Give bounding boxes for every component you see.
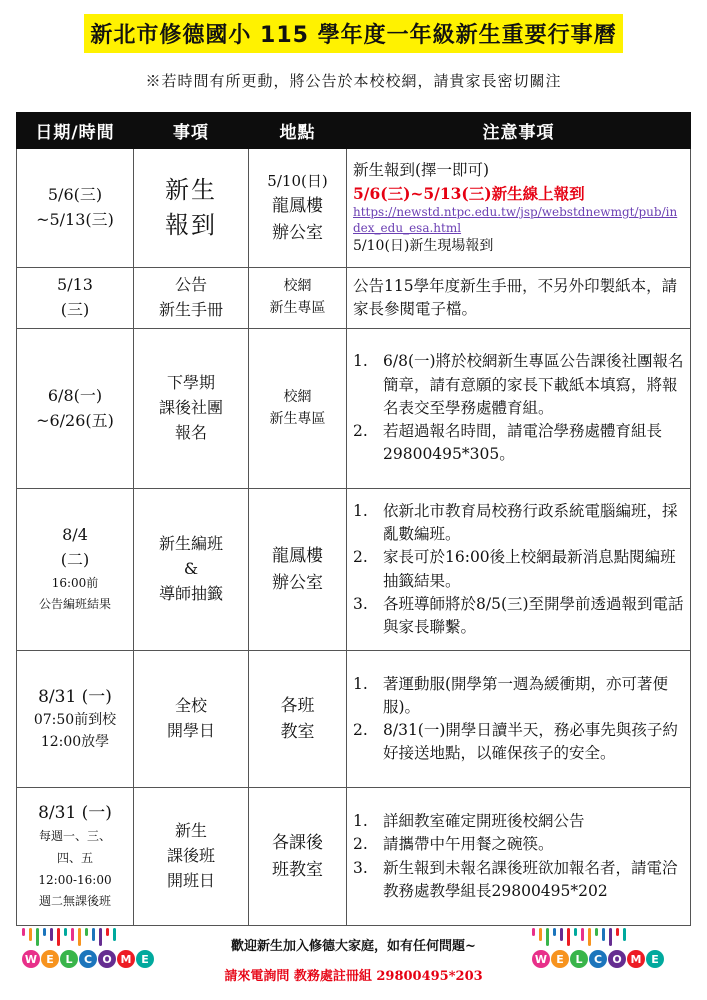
item-line: 報到 [165,211,217,239]
date-cell [17,268,134,329]
header-notes: 注意事項 [347,113,691,149]
schedule-table [16,112,691,926]
welcome-letter: E [646,950,664,968]
place-line: 教室 [280,722,315,742]
notes-cell [347,149,691,268]
note-line: 新生報到(擇一即可) [353,160,490,179]
table-header-row [17,113,691,149]
notes-cell [347,268,691,329]
item-cell [134,788,249,926]
date-line: 12:00放學 [40,734,110,751]
item-line: 開學日 [166,721,215,740]
item-line: 課後社團 [158,398,223,418]
table-row [17,268,691,329]
item-line: & [183,559,199,579]
list-item: 3. 新生報到未報名課後班欲加報名者，請電洽教務處教學組長29800495*202 [353,858,678,900]
item-cell [134,149,249,268]
registration-link[interactable]: https://newstd.ntpc.edu.tw/jsp/webstdnewmgt/pub/index_edu_esa.html [353,205,678,235]
welcome-letter: L [60,950,78,968]
date-line: 5/13 [57,275,93,295]
date-cell [17,788,134,926]
place-line: 班教室 [272,859,323,880]
item-line: 新生 [174,821,207,841]
date-line: 公告編班結果 [38,597,111,612]
header-date: 日期/時間 [17,113,134,149]
list-item: 1. 6/8(一)將於校網新生專區公告課後社團報名簡章，請有意願的家長下載紙本填寫，將報名表交至學務處體育組。 [353,352,684,417]
date-cell [17,149,134,268]
date-line: 週二無課後班 [38,894,111,909]
place-line: 龍鳳樓 [272,546,323,567]
place-line: 各班 [280,695,315,716]
date-line: 5/6(三) [47,185,103,205]
place-line: 5/10(日) [267,172,328,191]
item-cell [134,651,249,788]
item-line: 全校 [174,696,207,716]
item-line: 公告 [174,275,207,295]
list-item: 1. 著運動服(開學第一週為緩衝期，亦可著便服)。 [353,674,669,716]
date-line: 12:00-16:00 [38,872,112,887]
date-line: 6/8(一) [47,385,103,405]
list-item: 2. 請攜帶中午用餐之碗筷。 [353,835,554,854]
place-line: 辦公室 [272,222,323,243]
item-line: 導師抽籤 [158,583,223,603]
welcome-letter: E [551,950,569,968]
date-line: 16:00前 [51,575,99,590]
place-line: 辦公室 [272,572,323,593]
footer-welcome-text: 歡迎新生加入修德大家庭，如有任何問題~ [231,939,476,954]
place-line: 各課後 [272,833,323,854]
welcome-letter: E [136,950,154,968]
note-line: 5/10(日)新生現場報到 [353,238,494,255]
date-line: 每週一、三、 [38,829,111,844]
place-cell [249,329,347,489]
date-line: 四、五 [56,851,93,866]
list-item: 3. 各班導師將於8/5(三)至開學前透過報到電話與家長聯繫。 [353,594,684,636]
item-cell [134,268,249,329]
welcome-letter: C [589,950,607,968]
item-line: 新生手冊 [158,300,223,319]
notes-list [353,500,684,640]
notes-cell [347,788,691,926]
place-line: 新生專區 [269,300,326,316]
date-line: 8/4 [62,525,88,545]
welcome-letter: W [22,950,40,968]
item-line: 報名 [174,422,207,442]
note-highlight: 5/6(三)~5/13(三)新生線上報到 [353,183,585,203]
table-row [17,489,691,651]
date-line: (三) [60,300,90,319]
date-cell [17,489,134,651]
list-item: 2. 若超過報名時間，請電洽學務處體育組長29800495*305。 [353,422,663,464]
note-text: 公告115學年度新生手冊，不另外印製紙本，請家長參閱電子檔。 [353,276,678,318]
date-line: ~5/13(三) [36,210,114,229]
title-wrap [0,14,707,53]
place-line: 龍鳳樓 [272,196,323,217]
table-row [17,788,691,926]
notes-list [353,810,684,903]
item-line: 新生 [165,176,217,205]
welcome-letter: C [79,950,97,968]
place-line: 校網 [283,388,312,405]
notes-list [353,673,684,766]
header-item: 事項 [134,113,249,149]
place-cell [249,149,347,268]
item-line: 下學期 [166,373,215,393]
place-line: 新生專區 [269,410,326,427]
welcome-letter: W [532,950,550,968]
welcome-letter: O [608,950,626,968]
list-item: 2. 家長可於16:00後上校網最新消息點閱編班抽籤結果。 [353,548,676,590]
date-line: (二) [60,549,90,569]
date-line: 07:50前到校 [33,712,117,729]
list-item: 1. 依新北市教育局校務行政系統電腦編班，採亂數編班。 [353,501,678,543]
date-cell [17,651,134,788]
item-cell [134,329,249,489]
page-title: 新北市修德國小 115 學年度一年級新生重要行事曆 [84,14,622,53]
date-line: 8/31 (一) [38,687,112,708]
place-cell [249,489,347,651]
welcome-letter: M [117,950,135,968]
date-line: ~6/26(五) [36,410,114,430]
table-row [17,329,691,489]
table-row [17,149,691,268]
place-cell [249,788,347,926]
item-line: 開班日 [166,870,215,890]
header-place: 地點 [249,113,347,149]
table-row [17,651,691,788]
notes-list [353,350,684,466]
item-cell [134,489,249,651]
footer-contact-text: 請來電詢問 教務處註冊組 29800495*203 [224,969,483,984]
welcome-letter: E [41,950,59,968]
date-cell [17,329,134,489]
page-subtitle: ※若時間有所更動，將公告於本校校網，請貴家長密切關注 [145,72,562,90]
welcome-letter: L [570,950,588,968]
date-line: 8/31 (一) [38,803,112,824]
notes-cell [347,329,691,489]
item-line: 課後班 [166,846,215,866]
list-item: 2. 8/31(一)開學日讀半天，務必事先與孩子約好接送地點，以確保孩子的安全。 [353,721,678,763]
list-item: 1. 詳細教室確定開班後校網公告 [353,812,585,830]
place-cell [249,651,347,788]
welcome-letter: M [627,950,645,968]
notes-cell [347,651,691,788]
item-line: 新生編班 [158,534,223,554]
place-cell [249,268,347,329]
welcome-letter: O [98,950,116,968]
notes-cell [347,489,691,651]
place-line: 校網 [283,278,312,295]
